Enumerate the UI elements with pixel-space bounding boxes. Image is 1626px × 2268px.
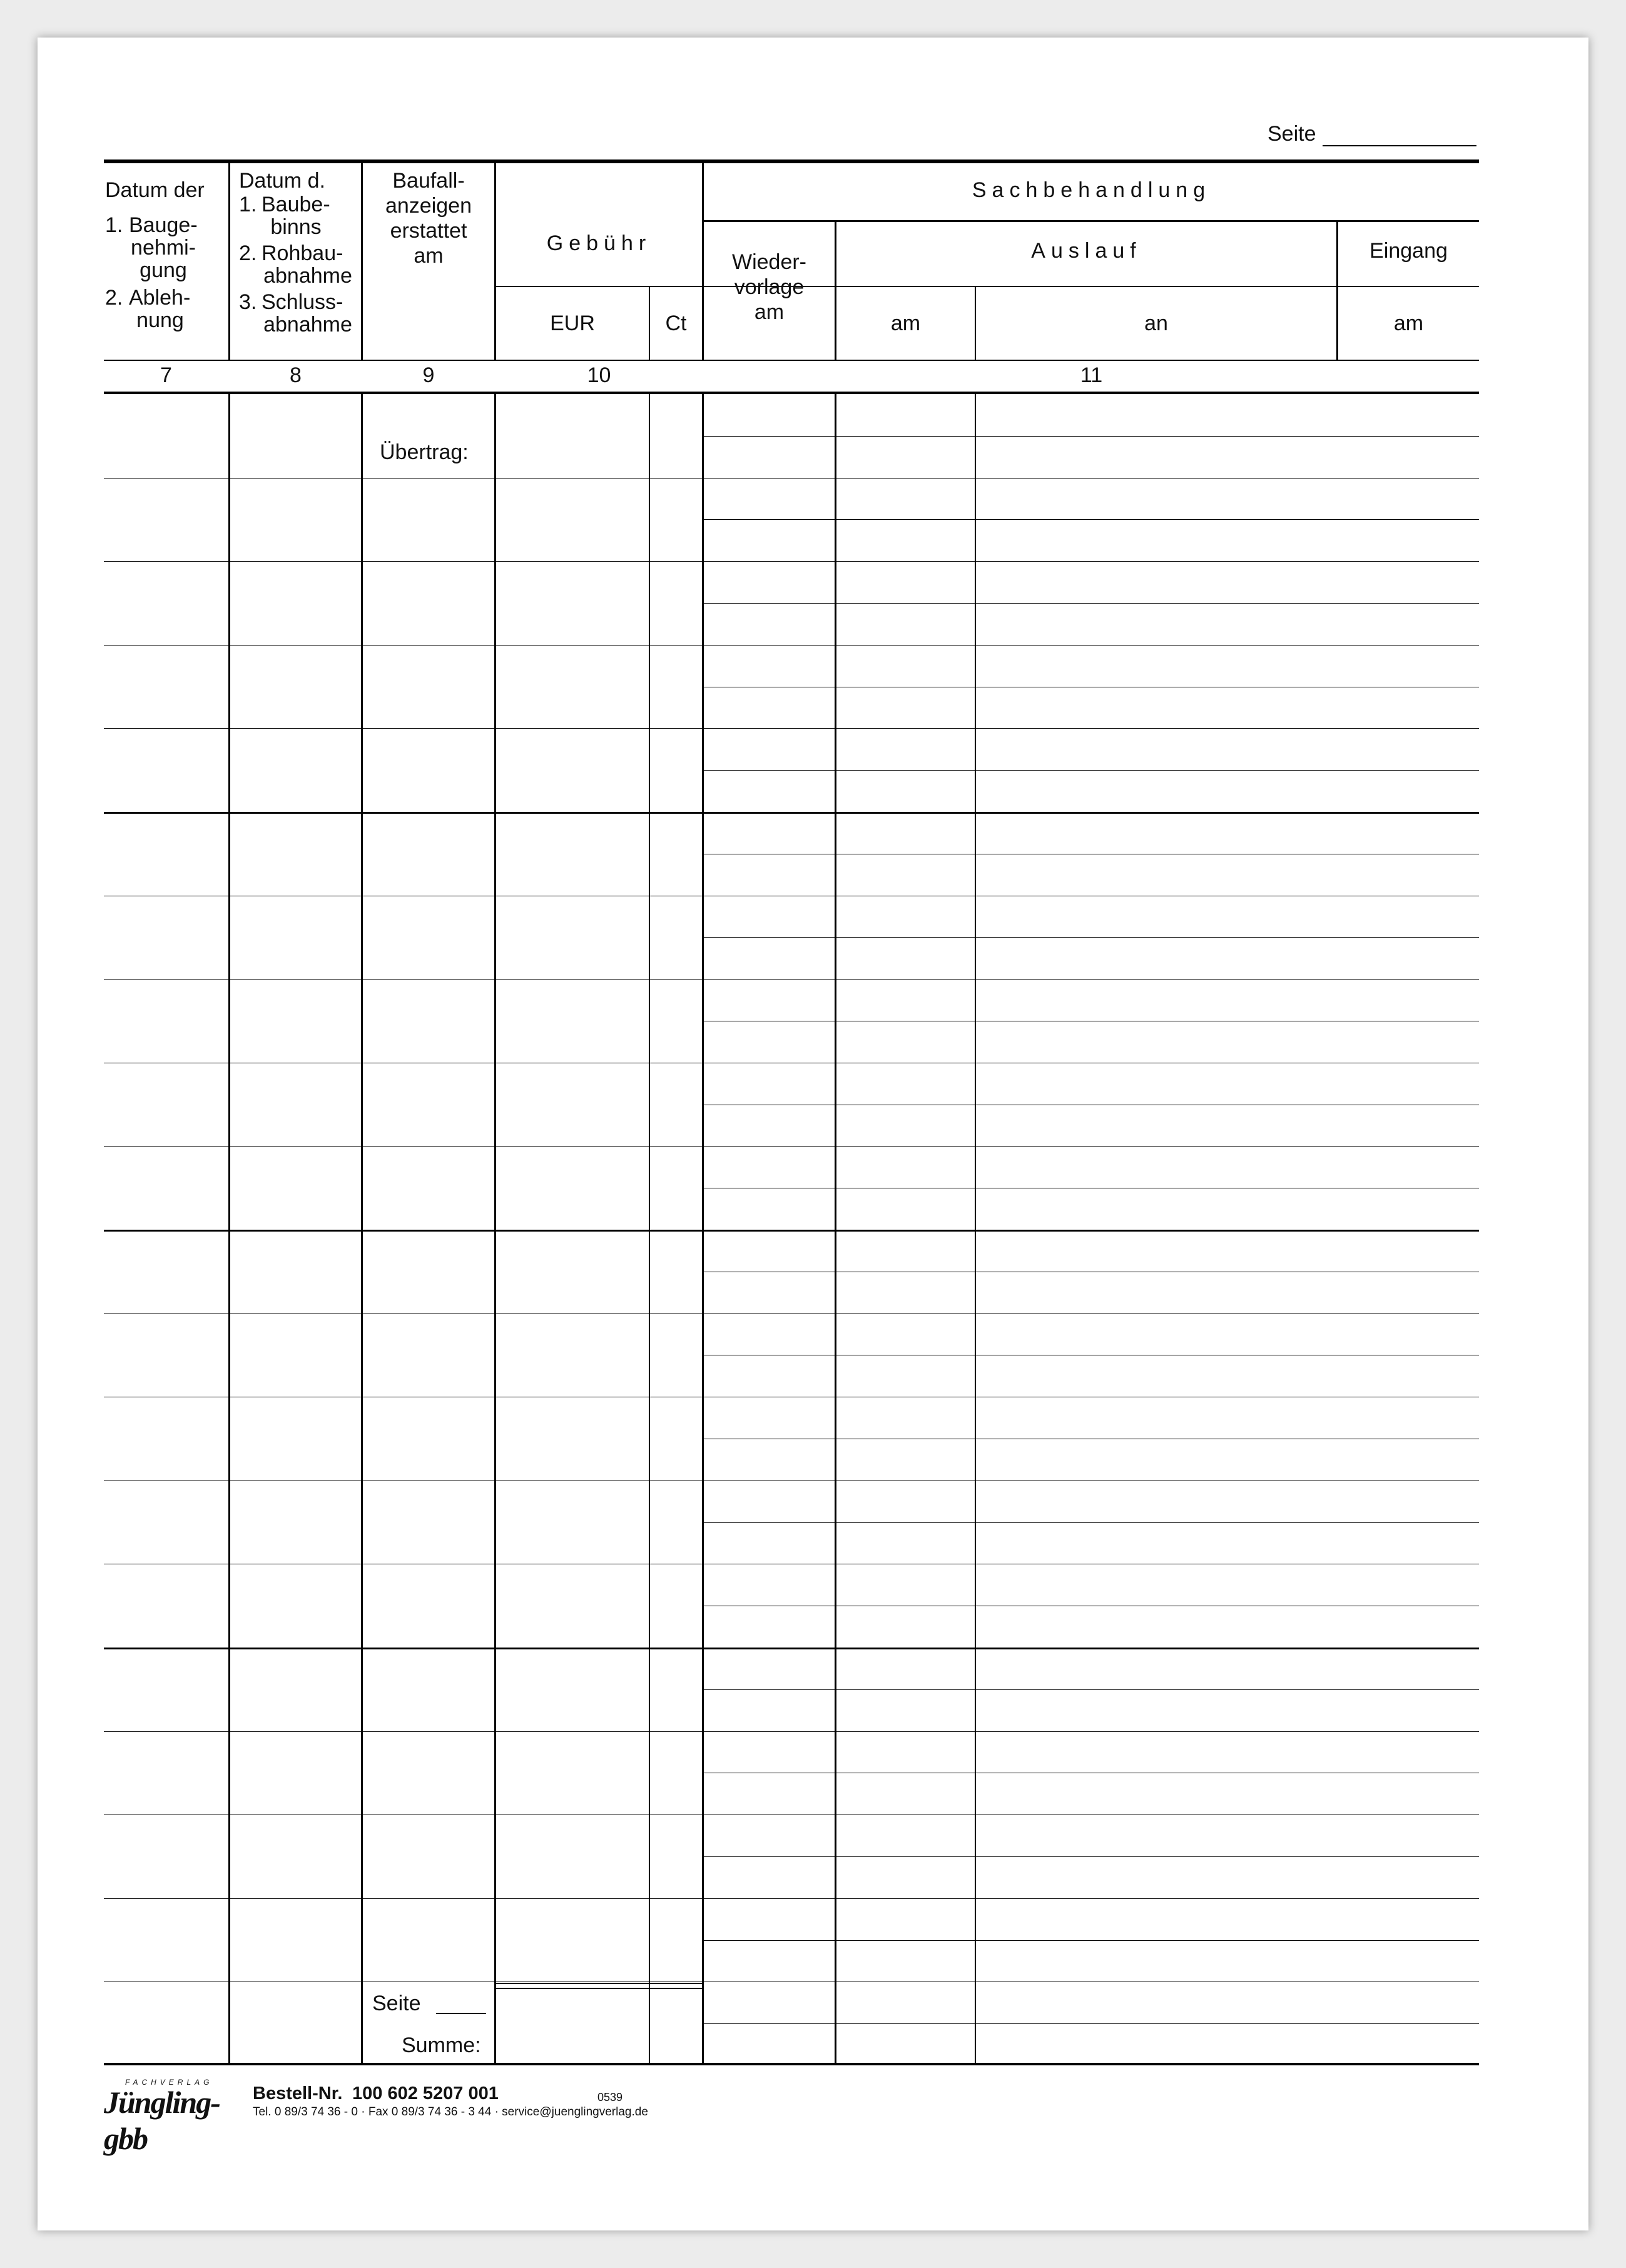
- wiedervorlage-text: am: [754, 300, 785, 324]
- half-row-line: [704, 603, 1479, 604]
- body-col-divider: [835, 394, 836, 2063]
- body-col-divider: [702, 394, 704, 2063]
- header-top-rule: [104, 159, 1479, 163]
- auslauf-an: an: [1144, 311, 1168, 335]
- list-text: Rohbau-: [262, 241, 343, 265]
- form-code: 0539: [597, 2091, 623, 2103]
- col-number-7: 7: [160, 363, 172, 387]
- list-text: Baube-: [262, 193, 330, 216]
- eingang-am: am: [1393, 311, 1424, 335]
- half-row-line: [704, 1689, 1479, 1690]
- list-text: Ableh-: [129, 286, 191, 310]
- row-line: [104, 728, 1479, 729]
- form-sheet: [38, 38, 1588, 2230]
- auslauf-title: Auslauf: [1031, 239, 1142, 263]
- col-number-11: 11: [1080, 363, 1103, 387]
- list-number: 2.: [239, 241, 257, 265]
- list-text: Bauge-: [129, 213, 198, 237]
- half-row-line: [704, 1522, 1479, 1523]
- col7-title: Datum der: [105, 178, 205, 202]
- list-text: abnahme: [263, 313, 352, 337]
- col9-text: anzeigen: [385, 194, 472, 218]
- half-row-line: [704, 1856, 1479, 1857]
- publisher-name: Jüngling-gbb: [104, 2085, 220, 2156]
- row-line: [104, 1146, 1479, 1147]
- half-row-line: [704, 436, 1479, 437]
- sachbehandlung-title: Sachbehandlung: [972, 178, 1211, 202]
- contact-line: Tel. 0 89/3 74 36 - 0 · Fax 0 89/3 74 36 - 3 44 · service@juenglingverlag.de: [253, 2105, 648, 2119]
- half-row-line: [704, 770, 1479, 771]
- half-row-line: [704, 937, 1479, 938]
- body-col-divider: [975, 394, 976, 2063]
- list-text: abnahme: [263, 264, 352, 288]
- sum-box-rule: [496, 1983, 702, 1984]
- page-ref-field[interactable]: [436, 2013, 486, 2014]
- header-rule-sach: [703, 220, 1479, 222]
- col9-text: erstattet: [390, 219, 467, 243]
- col-number-9: 9: [422, 363, 435, 387]
- list-number: 2.: [105, 286, 123, 310]
- carry-over-label: Übertrag:: [380, 440, 469, 464]
- wiedervorlage-text: Wieder-: [731, 250, 807, 274]
- auslauf-am: am: [890, 311, 921, 335]
- row-line: [104, 979, 1479, 980]
- gebuehr-ct: Ct: [665, 311, 687, 335]
- page-label: Seite: [1268, 122, 1316, 146]
- col9-text: am: [414, 244, 444, 268]
- section-separator: [104, 812, 1479, 814]
- half-row-line: [704, 519, 1479, 520]
- wiedervorlage-text: vorlage: [734, 275, 805, 299]
- list-number: 1.: [105, 213, 123, 237]
- list-text: gung: [140, 258, 187, 282]
- order-label: Bestell-Nr.: [253, 2083, 343, 2103]
- half-row-line: [704, 1940, 1479, 1941]
- list-text: nung: [136, 308, 184, 332]
- body-col-divider: [361, 394, 363, 2063]
- order-number: 100 602 5207 001: [352, 2083, 499, 2103]
- half-row-line: [704, 2023, 1479, 2024]
- section-separator: [104, 1230, 1479, 1232]
- col-number-10: 10: [587, 363, 611, 387]
- gebuehr-eur: EUR: [550, 311, 595, 335]
- eingang-title: Eingang: [1369, 239, 1448, 263]
- col8-title: Datum d.: [239, 169, 325, 193]
- publisher-logo: [104, 2078, 248, 2156]
- sum-box-rule: [496, 1988, 702, 1989]
- col-divider: [228, 163, 230, 360]
- row-line: [104, 561, 1479, 562]
- header-rule-bottom: [104, 360, 1479, 361]
- number-row-rule: [104, 392, 1479, 394]
- row-line: [104, 1731, 1479, 1732]
- sum-label: Summe:: [402, 2033, 481, 2057]
- page-ref-label: Seite: [372, 1992, 421, 2015]
- body-col-divider: [228, 394, 230, 2063]
- list-text: binns: [270, 215, 322, 239]
- list-number: 1.: [239, 193, 257, 216]
- body-col-divider: [494, 394, 496, 2063]
- table-bottom-rule: [104, 2063, 1479, 2065]
- body-col-divider: [649, 394, 650, 2063]
- col9-text: Baufall-: [392, 169, 465, 193]
- list-number: 3.: [239, 290, 257, 314]
- col-number-8: 8: [290, 363, 302, 387]
- publisher-tagline: FACHVERLAG: [125, 2078, 213, 2087]
- list-text: Schluss-: [262, 290, 343, 314]
- header-rule-sub: [495, 286, 1479, 287]
- gebuehr-title: Gebühr: [546, 231, 652, 255]
- row-line: [104, 1898, 1479, 1899]
- section-separator: [104, 1648, 1479, 1649]
- list-text: nehmi-: [131, 236, 196, 260]
- page-number-field[interactable]: [1323, 145, 1476, 146]
